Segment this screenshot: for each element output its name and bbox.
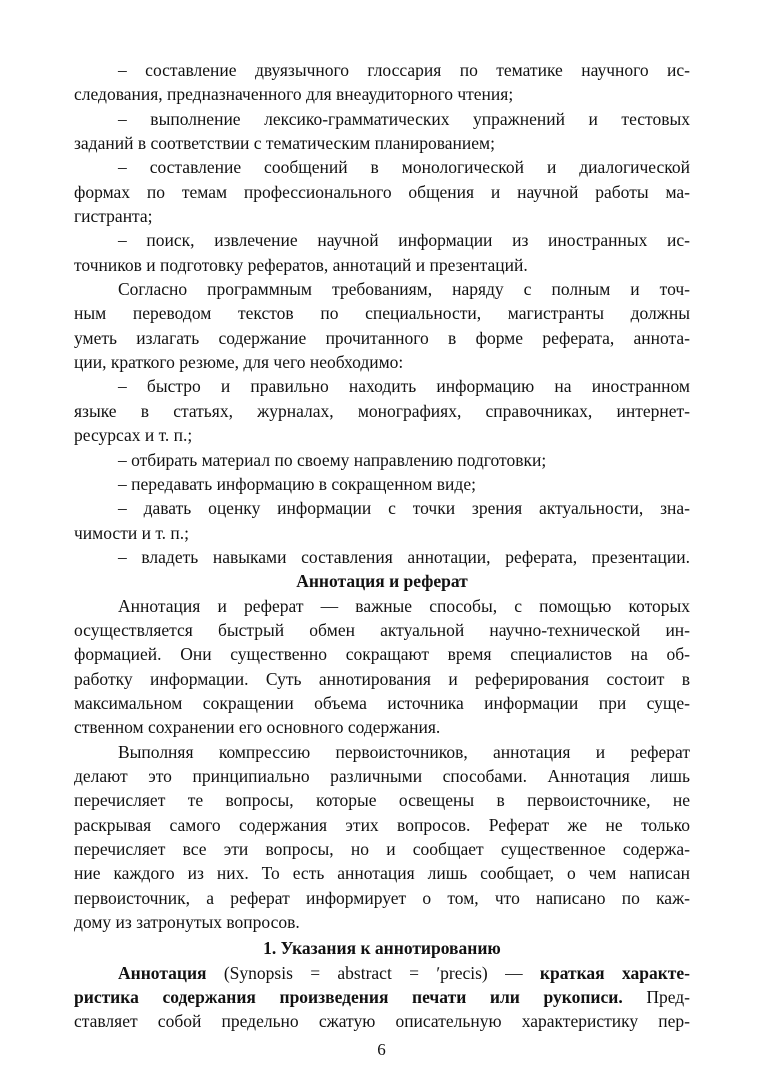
text-line: – выполнение лексико-грамматических упражнений и тестовых — [118, 108, 690, 129]
text-line: – поиск, извлечение научной информации из иностранных ис- — [118, 230, 690, 251]
text-line: первоисточник, а реферат информирует о том, что написано по каж- — [74, 887, 690, 908]
text-line: – давать оценку информации с точки зрения актуальности, зна- — [118, 498, 690, 519]
definition-line-1 — [74, 961, 690, 985]
text-line: языке в статьях, журналах, монографиях, справочниках, интернет- — [74, 400, 690, 421]
text-block-1 — [74, 58, 690, 569]
text-line: гистранта; — [74, 206, 153, 227]
text-line: ние каждого из них. То есть аннотация лишь сообщает, о чем написан — [74, 863, 690, 884]
text-line: Согласно программным требованиям, наряду с полным и точ- — [118, 279, 690, 300]
definition-term: Аннотация — [118, 962, 207, 983]
text-line: раскрывая самого содержания этих вопросов. Реферат же не только — [74, 814, 690, 835]
text-line: перечисляет все эти вопросы, но и сообщает существенное содержа- — [74, 839, 690, 859]
page-body — [74, 58, 690, 1034]
text-line: точников и подготовку рефератов, аннотаций и презентаций. — [74, 254, 528, 275]
text-line: перечисляет те вопросы, которые освещены в первоисточнике, не — [74, 790, 690, 811]
text-line: следования, предназначенного для внеаудиторного чтения; — [74, 84, 514, 105]
definition-synonyms: (Synopsis = abstract = ʹprecis) — — [206, 962, 540, 983]
text-line: ным переводом текстов по специальности, магистранты должны — [74, 303, 690, 324]
text-line: осуществляется быстрый обмен актуальной научно-технической ин- — [74, 619, 690, 640]
text-line: ресурсах и т. п.; — [74, 425, 193, 446]
text-line: Аннотация и реферат — важные способы, с помощью которых — [118, 595, 690, 616]
text-line: делают это принципиально различными способами. Аннотация лишь — [74, 765, 690, 786]
definition-line-2 — [74, 985, 690, 1009]
text-line: – быстро и правильно находить информацию на иностранном — [118, 376, 690, 397]
page-number: 6 — [377, 1040, 386, 1059]
text-line: максимальном сокращении объема источника информации при суще- — [74, 692, 690, 713]
text-line: уметь излагать содержание прочитанного в форме реферата, аннота- — [74, 327, 690, 348]
definition-line-3: ставляет собой предельно сжатую описательную характеристику пер- — [74, 1011, 690, 1032]
text-line: формах по темам профессионального общения и научной работы ма- — [74, 181, 690, 202]
text-line: ственном сохранении его основного содержания. — [74, 717, 441, 738]
text-line: работку информации. Суть аннотирования и реферирования состоит в — [74, 668, 690, 689]
section-heading-annotation-guidelines: 1. Указания к аннотированию — [263, 938, 501, 959]
definition-bold-end: ристика содержания произведения печати или рукописи. — [74, 987, 623, 1008]
text-line: Выполняя компрессию первоисточников, аннотация и реферат — [118, 741, 690, 762]
text-line: формацией. Они существенно сокращают время специалистов на об- — [74, 644, 690, 665]
text-line: – передавать информацию в сокращенном виде; — [118, 473, 476, 494]
text-line: чимости и т. п.; — [74, 522, 190, 543]
text-block-2 — [74, 594, 690, 935]
text-line: заданий в соответствии с тематическим планированием; — [74, 133, 495, 154]
text-line: – составление сообщений в монологической и диалогической — [118, 157, 690, 178]
text-line: ции, краткого резюме, для чего необходимо: — [74, 352, 404, 373]
definition-bold-start: краткая характе- — [539, 962, 690, 983]
text-line: – отбирать материал по своему направлению подготовки; — [118, 449, 547, 470]
text-line: – владеть навыками составления аннотации, реферата, презентации. — [118, 546, 690, 567]
text-line: – составление двуязычного глоссария по тематике научного ис- — [118, 60, 690, 80]
text-line: дому из затронутых вопросов. — [74, 912, 300, 933]
definition-continuation: Пред- — [622, 987, 690, 1008]
section-heading-annotation-and-abstract: Аннотация и реферат — [296, 571, 468, 592]
